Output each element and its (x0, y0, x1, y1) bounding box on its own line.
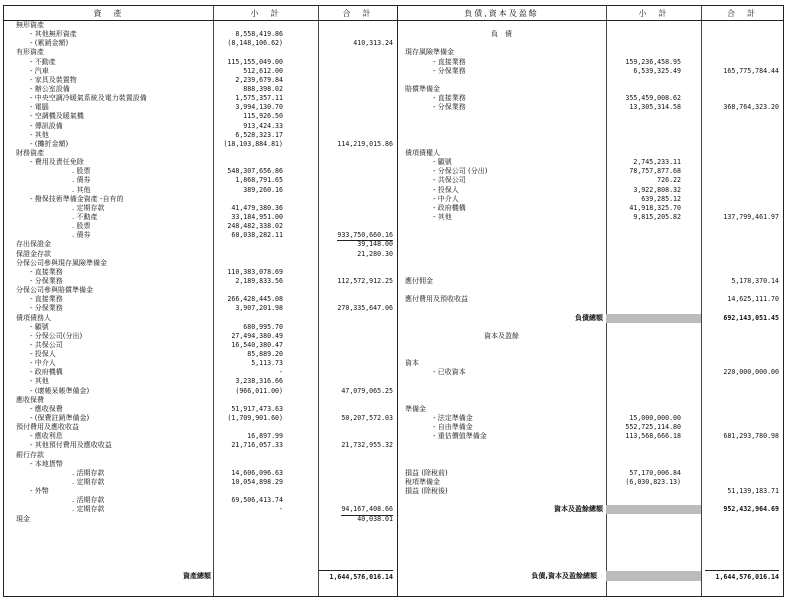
liabilities-row (397, 350, 783, 359)
liabilities-header (397, 6, 783, 21)
assets-total-value: 933,750,660.16 (337, 231, 393, 241)
assets-row-label: 分保公司參與賠償準備金 (16, 286, 93, 295)
assets-row-label: 應收保費 (16, 395, 44, 404)
liabilities-row-label: - 其他 (433, 212, 452, 221)
liabilities-row-label: - 重估價值準備金 (433, 432, 487, 441)
assets-row-label: - 其他預付費用及應收收益 (30, 441, 112, 450)
liabilities-row (397, 469, 783, 478)
liabilities-row-label: 資本及盈餘 (484, 331, 519, 340)
liabilities-subtotal-value: (6,030,823.13) (625, 478, 681, 487)
assets-row-label: . 活期存款 (72, 496, 105, 505)
assets-subtotal-value: 266,428,445.08 (227, 295, 283, 304)
liabilities-row (397, 94, 783, 103)
assets-row-label: - 不動產 (30, 57, 56, 66)
liabilities-total-value: 952,432,964.69 (723, 505, 779, 514)
liabilities-row-label: 準備金 (405, 404, 426, 413)
assets-row (4, 48, 397, 57)
liabilities-total-value: 681,293,780.98 (723, 432, 779, 441)
liabilities-row-label: - 直接業務 (433, 57, 466, 66)
assets-row-label: - 家具及裝置物 (30, 75, 77, 84)
subtotal-heading-right: 小 計 (638, 9, 669, 18)
liabilities-row-label: 負 債 (491, 30, 512, 39)
assets-total-value: 410,313.24 (353, 39, 393, 48)
assets-row-label: - (累銷金額) (30, 39, 69, 48)
assets-row (4, 222, 397, 231)
assets-row (4, 451, 397, 460)
total-heading-right: 合 計 (727, 9, 757, 18)
liabilities-row (397, 131, 783, 140)
assets-row-label: - 本地貨幣 (30, 459, 63, 468)
assets-row-label: - 中央空調冷暖氣系統及電力裝置設備 (30, 94, 147, 103)
assets-row (4, 85, 397, 94)
assets-row-label: - 顧號 (30, 322, 49, 331)
liabilities-row (397, 441, 783, 450)
assets-row-label: - 傳訊設備 (30, 121, 63, 130)
assets-subtotal-value: 548,307,656.86 (227, 167, 283, 176)
assets-row-label: - 分保業務 (30, 304, 63, 313)
assets-row (4, 94, 397, 103)
assets-row-label: 保證金存款 (16, 249, 51, 258)
assets-row (4, 423, 397, 432)
liabilities-row (397, 396, 783, 405)
assets-subtotal-value: 3,238,316.66 (235, 377, 283, 386)
assets-row (4, 213, 397, 222)
balance-sheet (3, 5, 784, 597)
assets-subtotal-value: 41,479,380.36 (231, 203, 283, 212)
liabilities-subtotal-value: 15,000,000.00 (629, 414, 681, 423)
liabilities-row (397, 122, 783, 131)
liabilities-row-label: - 分保業務 (433, 66, 466, 75)
assets-row (4, 158, 397, 167)
liabilities-total-value: 137,799,461.97 (723, 212, 779, 221)
assets-row (4, 122, 397, 131)
assets-row-label: 有形資產 (16, 48, 44, 57)
assets-row-label: - 投保人 (30, 350, 56, 359)
liabilities-row (397, 58, 783, 67)
liabilities-row (397, 204, 783, 213)
assets-subtotal-value: 110,383,078.69 (227, 267, 283, 276)
liabilities-total-value: 692,143,051.45 (723, 313, 779, 322)
liabilities-row (397, 85, 783, 94)
assets-row (4, 515, 397, 524)
assets-row-label: - 應收利息 (30, 432, 63, 441)
assets-subtotal-value: 33,184,951.00 (231, 212, 283, 221)
liabilities-row (397, 405, 783, 414)
liabilities-subtotal-value: 159,236,458.95 (625, 57, 681, 66)
assets-row (4, 39, 397, 48)
assets-subtotal-value: 69,506,413.74 (231, 496, 283, 505)
assets-row (4, 186, 397, 195)
assets-subtotal-value: (8,148,106.62) (227, 39, 283, 48)
assets-row-label: . 不動產 (72, 212, 98, 221)
assets-subtotal-value: 16,540,380.47 (231, 340, 283, 349)
assets-row (4, 149, 397, 158)
liabilities-row (397, 505, 783, 514)
subtotal-heading: 小 計 (250, 9, 281, 18)
liabilities-row (397, 213, 783, 222)
assets-row (4, 387, 397, 396)
liabilities-row-label: - 分保業務 (433, 103, 466, 112)
liabilities-row-label: 應付佣金 (405, 276, 433, 285)
liabilities-subtotal-value: 2,745,233.11 (633, 158, 681, 167)
liabilities-row (397, 158, 783, 167)
assets-subtotal-value: 2,239,679.84 (235, 75, 283, 84)
assets-row (4, 396, 397, 405)
assets-row-label: - (壞帳呆帳準備金) (30, 386, 90, 395)
liabilities-row-label: - 政府機構 (433, 203, 466, 212)
liabilities-row-label: 負債總額 (575, 313, 603, 322)
assets-total-value: 47,079,065.25 (341, 386, 393, 395)
liabilities-row (397, 478, 783, 487)
assets-subtotal-value: 1,575,357.11 (235, 94, 283, 103)
assets-total-value: 21,732,955.32 (341, 441, 393, 450)
assets-subtotal-value: 27,494,380.49 (231, 331, 283, 340)
assets-row-label: - 共保公司 (30, 340, 63, 349)
liabilities-row-label: - 自由準備金 (433, 423, 473, 432)
assets-row (4, 76, 397, 85)
assets-subtotal-value: (1,709,901.60) (227, 414, 283, 423)
liabilities-row (397, 39, 783, 48)
assets-row (4, 414, 397, 423)
assets-heading: 資 產 (93, 9, 124, 18)
liabilities-subtotal-value: 78,757,877.68 (629, 167, 681, 176)
liabilities-row-label: 應付費用及預收收益 (405, 295, 468, 304)
assets-subtotal-value: 21,716,057.33 (231, 441, 283, 450)
liabilities-row (397, 295, 783, 304)
assets-row-label: - 撥保技術準備金資產 -自有的 (30, 194, 124, 203)
assets-row (4, 359, 397, 368)
liabilities-row-label: - 顧號 (433, 158, 452, 167)
assets-row (4, 277, 397, 286)
assets-row (4, 286, 397, 295)
liabilities-row-label: - 已收資本 (433, 368, 466, 377)
assets-row (4, 405, 397, 414)
assets-row-label: - 其他 (30, 377, 49, 386)
liabilities-row (397, 377, 783, 386)
assets-row (4, 131, 397, 140)
liabilities-row-label: 賠償準備金 (405, 84, 440, 93)
liabilities-row (397, 268, 783, 277)
liabilities-row (397, 432, 783, 441)
assets-row (4, 341, 397, 350)
assets-row (4, 368, 397, 377)
liabilities-subtotal-value: 13,305,314.58 (629, 103, 681, 112)
assets-subtotal-value: 115,926.50 (243, 112, 283, 121)
liabilities-row-label: 損益 (除稅後) (405, 487, 448, 496)
assets-row (4, 140, 397, 149)
liabilities-total-value: 51,139,183.71 (727, 487, 779, 496)
liabilities-row-label: 稅項準備金 (405, 478, 440, 487)
liabilities-row (397, 341, 783, 350)
liabilities-row (397, 304, 783, 313)
liabilities-row (397, 21, 783, 30)
liabilities-row (397, 423, 783, 432)
liabilities-total-row (397, 570, 783, 582)
assets-subtotal-value: 680,995.70 (243, 322, 283, 331)
liabilities-row (397, 195, 783, 204)
assets-total-value: 1,644,576,016.14 (319, 570, 393, 583)
assets-row (4, 460, 397, 469)
assets-header (4, 6, 397, 21)
assets-row (4, 195, 397, 204)
assets-row (4, 505, 397, 514)
assets-row (4, 176, 397, 185)
assets-subtotal-value: - (279, 368, 283, 377)
assets-total-value: 40,038.01 (357, 514, 393, 523)
assets-subtotal-value: 1,868,791.65 (235, 176, 283, 185)
liabilities-row (397, 332, 783, 341)
assets-row (4, 250, 397, 259)
assets-row (4, 441, 397, 450)
assets-row-label: - 電腦 (30, 103, 49, 112)
assets-total-value: 94,167,408.66 (341, 505, 393, 515)
assets-subtotal-value: 5,113.73 (251, 359, 283, 368)
liabilities-row (397, 240, 783, 249)
assets-row-label: . 其他 (72, 185, 91, 194)
liabilities-row-label: - 法定準備金 (433, 414, 473, 423)
assets-row (4, 21, 397, 30)
assets-subtotal-value: 389,260.16 (243, 185, 283, 194)
assets-total-row (4, 570, 397, 582)
assets-row-label: 財務資產 (16, 148, 44, 157)
assets-row-label: - 政府機構 (30, 368, 63, 377)
assets-subtotal-value: 2,189,833.56 (235, 276, 283, 285)
liabilities-row (397, 140, 783, 149)
assets-row (4, 377, 397, 386)
assets-total-value: 270,335,647.06 (337, 304, 393, 313)
assets-subtotal-value: 115,155,049.00 (227, 57, 283, 66)
assets-subtotal-value: 14,606,096.63 (231, 468, 283, 477)
assets-subtotal-value: 85,889.20 (247, 350, 283, 359)
liabilities-total-value: 14,625,111.70 (727, 295, 779, 304)
assets-row-label: 債項債務人 (16, 313, 51, 322)
assets-row (4, 231, 397, 240)
liabilities-row-label: 損益 (除稅前) (405, 468, 448, 477)
assets-subtotal-value: - (279, 505, 283, 514)
liabilities-row (397, 359, 783, 368)
liabilities-subtotal-value: 3,922,808.32 (633, 185, 681, 194)
assets-row-label: - 分保業務 (30, 276, 63, 285)
assets-row (4, 112, 397, 121)
assets-subtotal-value: 913,424.33 (243, 121, 283, 130)
assets-row (4, 469, 397, 478)
liabilities-total-value: 220,000,000.00 (723, 368, 779, 377)
liabilities-row-label: - 投保人 (433, 185, 459, 194)
assets-subtotal-value: 512,612.00 (243, 66, 283, 75)
liabilities-subtotal-value: 41,918,325.70 (629, 203, 681, 212)
assets-subtotal-value: 888,398.02 (243, 84, 283, 93)
assets-row (4, 58, 397, 67)
assets-rows (4, 21, 397, 524)
assets-row (4, 204, 397, 213)
liabilities-total-value: 368,764,323.20 (723, 103, 779, 112)
assets-row-label: . 活期存款 (72, 468, 105, 477)
liabilities-row (397, 259, 783, 268)
total-heading: 合 計 (342, 9, 373, 18)
liabilities-subtotal-value: 113,568,666.18 (625, 432, 681, 441)
liabilities-row-label: 現存風險準備金 (405, 48, 454, 57)
liabilities-rows (397, 21, 783, 524)
liabilities-row (397, 76, 783, 85)
liabilities-subtotal-value: 355,459,008.62 (625, 94, 681, 103)
liabilities-row (397, 414, 783, 423)
liabilities-row (397, 149, 783, 158)
assets-row (4, 268, 397, 277)
liabilities-row (397, 30, 783, 39)
assets-total-value: 50,207,572.03 (341, 414, 393, 423)
assets-row-label: - 汽車 (30, 66, 49, 75)
assets-row (4, 323, 397, 332)
assets-row (4, 496, 397, 505)
assets-row-label: - 應收保費 (30, 404, 63, 413)
assets-total-value: 114,219,015.86 (337, 139, 393, 148)
liabilities-row (397, 286, 783, 295)
assets-row (4, 332, 397, 341)
assets-row-label: - 其他無形資產 (30, 30, 77, 39)
liabilities-row-label: 資本 (405, 359, 419, 368)
assets-row-label: . 定期存款 (72, 478, 105, 487)
liabilities-subtotal-value: 57,170,006.84 (629, 468, 681, 477)
assets-subtotal-value: 10,054,898.29 (231, 478, 283, 487)
assets-row (4, 478, 397, 487)
assets-row-label: - (攤折金額) (30, 139, 69, 148)
assets-subtotal-value: 3,907,201.98 (235, 304, 283, 313)
assets-row-label: . 股票 (72, 222, 91, 231)
assets-row (4, 304, 397, 313)
assets-row-label: - 直接業務 (30, 295, 63, 304)
assets-subtotal-value: 248,482,338.02 (227, 222, 283, 231)
liabilities-subtotal-value: 9,815,205.82 (633, 212, 681, 221)
assets-row-label: . 債券 (72, 176, 91, 185)
assets-row-label: 銀行存款 (16, 450, 44, 459)
assets-subtotal-value: 3,994,130.70 (235, 103, 283, 112)
assets-row (4, 167, 397, 176)
assets-row-label: . 定期存款 (72, 203, 105, 212)
assets-subtotal-value: 6,528,323.17 (235, 130, 283, 139)
assets-row-label: - 直接業務 (30, 267, 63, 276)
liabilities-row-label: - 分保公司 (分出) (433, 167, 488, 176)
liabilities-row-label: 債項債權人 (405, 148, 440, 157)
assets-row-label: . 股票 (72, 167, 91, 176)
liabilities-row (397, 451, 783, 460)
assets-row-label: 現金 (16, 514, 30, 523)
assets-subtotal-value: (966,011.00) (235, 386, 283, 395)
assets-total-value: 39,148.00 (357, 240, 393, 249)
liabilities-total-label: 負債,資本及盈餘總額 (531, 572, 597, 580)
assets-row (4, 350, 397, 359)
liabilities-row (397, 277, 783, 286)
assets-total-value: 112,572,912.25 (337, 276, 393, 285)
liabilities-row (397, 231, 783, 240)
assets-panel (4, 6, 398, 596)
assets-row (4, 240, 397, 249)
assets-subtotal-value: 16,897.99 (247, 432, 283, 441)
assets-row-label: - 外幣 (30, 487, 49, 496)
liabilities-row (397, 368, 783, 377)
liabilities-total-value: 165,775,784.44 (723, 66, 779, 75)
assets-row-label: 無形資產 (16, 21, 44, 29)
liabilities-panel (397, 6, 783, 596)
assets-row-label: - 中介人 (30, 359, 56, 368)
assets-row (4, 314, 397, 323)
liabilities-subtotal-value: 726.22 (657, 176, 681, 185)
liabilities-row (397, 222, 783, 231)
liabilities-row (397, 186, 783, 195)
assets-row-label: . 定期存款 (72, 505, 105, 514)
assets-row-label: 分保公司參與現存風險準備金 (16, 258, 107, 267)
liabilities-row-label: - 共保公司 (433, 176, 466, 185)
liabilities-row (397, 314, 783, 323)
assets-row-label: - (保費註銷準備金) (30, 414, 90, 423)
assets-row-label: - 費用及責任免除 (30, 158, 84, 167)
liabilities-row (397, 250, 783, 259)
liabilities-row (397, 103, 783, 112)
assets-subtotal-value: 8,558,419.86 (235, 30, 283, 39)
liabilities-row (397, 323, 783, 332)
assets-row-label: 存出保證金 (16, 240, 51, 249)
assets-row-label: 預付費用及應收收益 (16, 423, 79, 432)
liabilities-subtotal-value: 639,285.12 (641, 194, 681, 203)
liabilities-subtotal-value: 6,539,325.49 (633, 66, 681, 75)
assets-subtotal-value: 51,917,473.63 (231, 404, 283, 413)
liabilities-row-label: - 中介人 (433, 194, 459, 203)
liabilities-row (397, 67, 783, 76)
assets-row (4, 30, 397, 39)
liabilities-heading: 負債,資本及盈餘 (464, 9, 539, 18)
assets-total-label: 資產總額 (183, 572, 211, 580)
liabilities-total-value: 1,644,576,016.14 (705, 570, 779, 583)
liabilities-row-label: 資本及盈餘總額 (554, 505, 603, 514)
assets-row (4, 67, 397, 76)
liabilities-total-value: 5,178,370.14 (731, 276, 779, 285)
assets-row (4, 295, 397, 304)
liabilities-row (397, 387, 783, 396)
assets-row-label: - 空調機及暖氣機 (30, 112, 84, 121)
assets-subtotal-value: 60,038,282.11 (231, 231, 283, 240)
liabilities-row (397, 48, 783, 57)
assets-total-value: 21,280.30 (357, 249, 393, 258)
assets-row-label: - 辦公室設備 (30, 84, 70, 93)
assets-row (4, 487, 397, 496)
liabilities-row-label: - 直接業務 (433, 94, 466, 103)
liabilities-row (397, 515, 783, 524)
assets-subtotal-value: (18,103,884.81) (223, 139, 283, 148)
liabilities-row (397, 460, 783, 469)
liabilities-row (397, 176, 783, 185)
liabilities-row (397, 112, 783, 121)
assets-row (4, 259, 397, 268)
assets-row-label: - 其他 (30, 130, 49, 139)
assets-row-label: . 債券 (72, 231, 91, 240)
assets-row-label: - 分保公司(分出) (30, 331, 83, 340)
liabilities-row (397, 487, 783, 496)
liabilities-subtotal-value: 552,725,114.80 (625, 423, 681, 432)
